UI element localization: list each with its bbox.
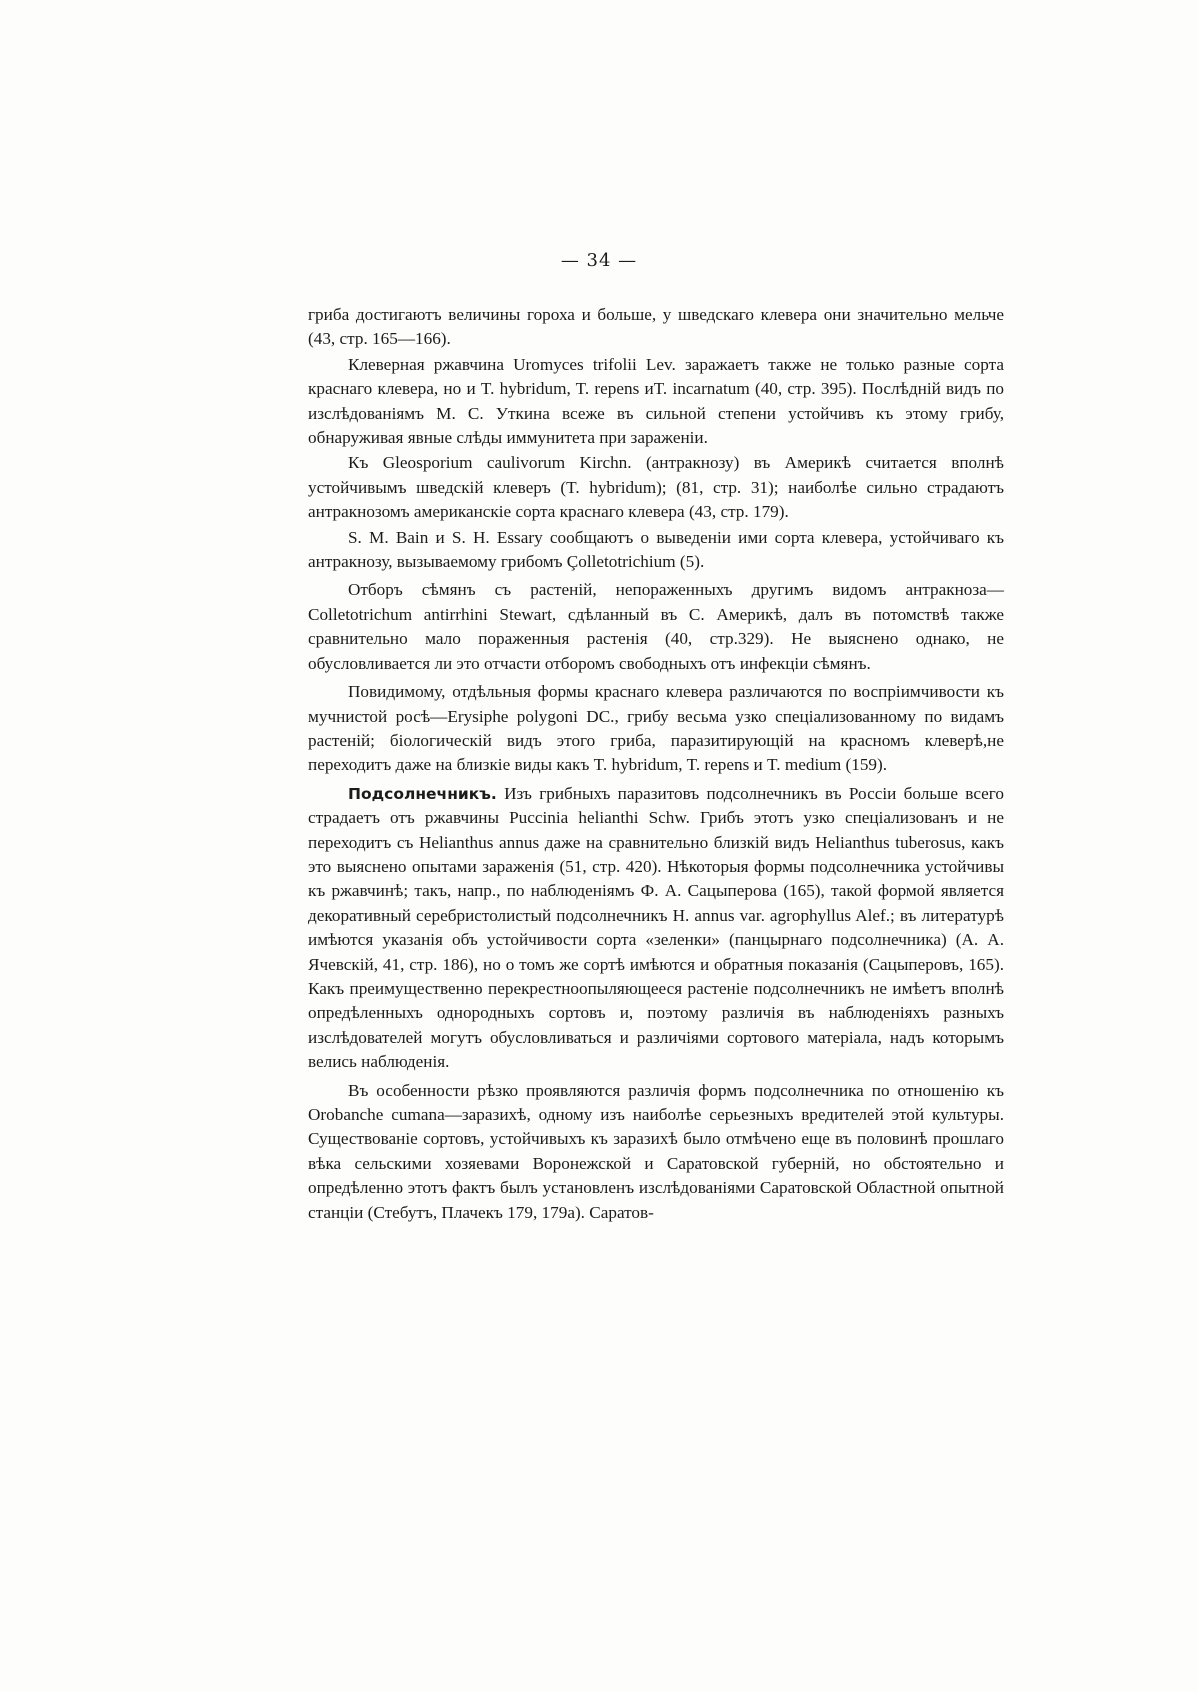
paragraph-7-text: Изъ грибныхъ паразитовъ подсолнечникъ въ Россіи больше всего страдаетъ отъ ржавчины Puccinia helianthi Schw. Грибъ этотъ узко спеціализованъ и не переходитъ съ Helianthus annus даже на сравнительно близкій видъ Helianthus tuberosus, какъ это выяснено опытами зараженія (51, стр. 420). Нѣкоторыя формы подсолнечника устойчивы къ ржавчинѣ; такъ, напр., по наблюденіямъ Ф. А. Сацыперова (165), такой формой является декоративный серебристолистый подсолнечникъ H. annus var. agrophyllus Alef.; въ литературѣ имѣются указанія объ устойчивости сорта «зеленки» (панцырнаго подсолнечника) (А. А. Ячевскій, 41, стр. 186), но о томъ же сортѣ имѣются и обратныя показанія (Сацыперовъ, 165). Какъ преимущественно перекрестноопыляющееся растеніе подсолнечникъ не имѣетъ вполнѣ опредѣленныхъ однородныхъ сортовъ и, поэтому различія въ наблюденіяхъ разныхъ изслѣдователей могутъ обусловливаться и различіями сортового матеріала, надъ которымъ велись наблюденія. (308, 783, 1004, 1072)
paragraph-5: Отборъ сѣмянъ съ растеній, непораженныхъ другимъ видомъ антракноза—Colletotrichum antirrhini Stewart, сдѣланный въ С. Америкѣ, далъ въ потомствѣ также сравнительно мало пораженныя растенія (40, стр.329). Не выяснено однако, не обусловливается ли это отчасти отборомъ свободныхъ отъ инфекціи сѣмянъ. (308, 580, 1004, 673)
paragraph-8: Въ особенности рѣзко проявляются различія формъ подсолнечника по отношенію къ Orobanche cumana—заразихѣ, одному изъ наиболѣе серьезныхъ вредителей этой культуры. Существованіе сортовъ, устойчивыхъ къ заразихѣ было отмѣчено еще въ половинѣ прошлаго вѣка сельскими хозяевами Воронежской и Саратовской губерній, но обстоятельно и опредѣленно этотъ фактъ былъ установленъ изслѣдованіями Саратовской Областной опытной станціи (Стебутъ, Плачекъ 179, 179а). Саратов- (308, 1080, 1004, 1222)
paragraph-4: S. M. Bain и S. H. Essary сообщаютъ о выведеніи ими сорта клевера, устойчиваго къ антракнозу, вызываемому грибомъ Çolletotrichium (5). (308, 527, 1004, 572)
paragraph-1: гриба достигаютъ величины гороха и больше, у шведскаго клевера они значительно мельче (43, стр. 165—166). (308, 305, 1004, 349)
paragraph-3: Къ Gleosporium caulivorum Kirchn. (антракнозу) въ Америкѣ считается вполнѣ устойчивымъ шведскій клеверъ (T. hybridum); (81, стр. 31); наиболѣе сильно страдаютъ антракнозомъ американскіе сорта краснаго клевера (43, стр. 179). (308, 453, 1004, 522)
paragraph-7 (308, 782, 1004, 1075)
body-text (308, 303, 1004, 1226)
paragraph-2: Клеверная ржавчина Uromyces trifolii Lev. заражаетъ также не только разные сорта краснаго клевера, но и T. hybridum, T. repens иT. incarnatum (40, стр. 395). Послѣдній видъ по изслѣдованіямъ М. С. Уткина всеже въ сильной степени устойчивъ къ этому грибу, обнаруживая явные слѣды иммунитета при зараженіи. (308, 354, 1004, 448)
page-number: — 34 — (560, 250, 638, 271)
section-heading-sunflower: Подсолнечникъ. (348, 784, 497, 803)
paragraph-6: Повидимому, отдѣльныя формы краснаго клевера различаются по воспріимчивости къ мучнистой росѣ—Erysiphe polygoni DC., грибу весьма узко спеціализованному по видамъ растеній; біологическій видъ этого гриба, паразитирующій на красномъ клеверѣ,не переходитъ даже на близкіе виды какъ T. hybridum, T. repens и T. medium (159). (308, 682, 1004, 775)
